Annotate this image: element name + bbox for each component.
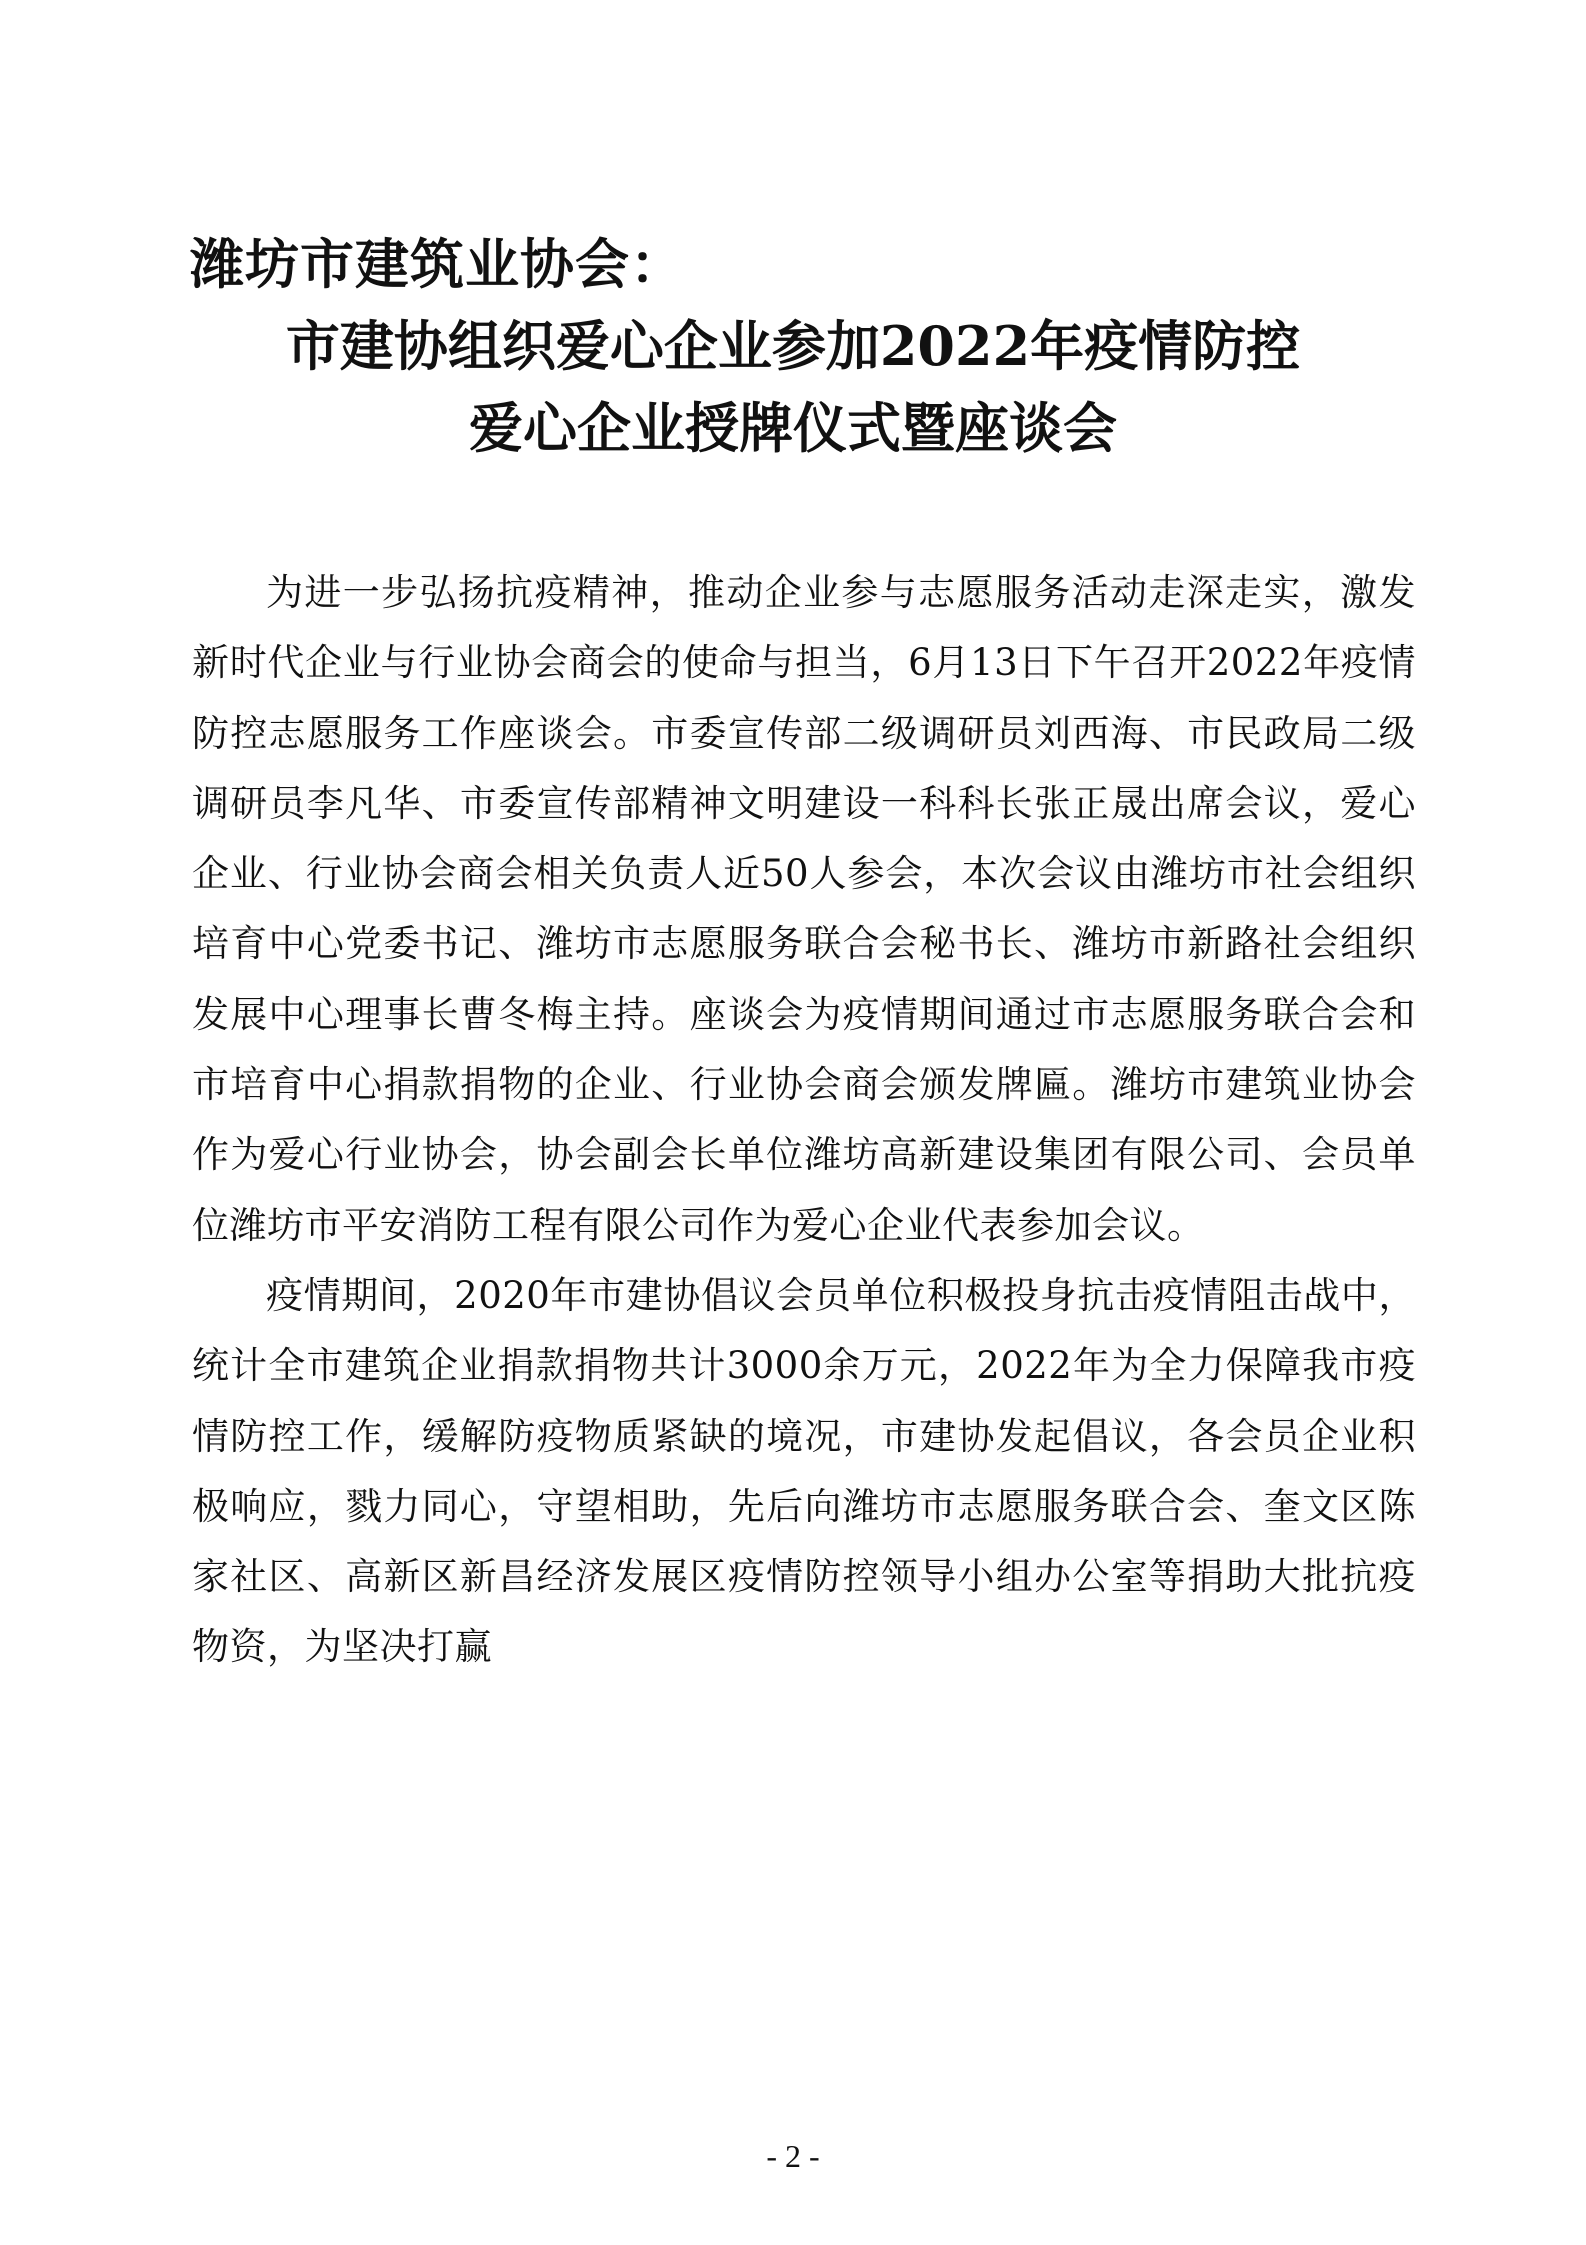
organization-title: 潍坊市建筑业协会： [190,232,685,296]
paragraph: 为进一步弘扬抗疫精神，推动企业参与志愿服务活动走深走实，激发新时代企业与行业协会商会的使命与担当，6月13日下午召开2022年疫情防控志愿服务工作座谈会。市委宣传部二级调研员刘西海、市民政局二级调研员李凡华、市委宣传部精神文明建设一科科长张正晟出席会议，爱心企业、行业协会商会相关负责人近50人参会，本次会议由潍坊市社会组织培育中心党委书记、潍坊市志愿服务联合会秘书长、潍坊市新路社会组织发展中心理事长曹冬梅主持。座谈会为疫情期间通过市志愿服务联合会和市培育中心捐款捐物的企业、行业协会商会颁发牌匾。潍坊市建筑业协会作为爱心行业协会，协会副会长单位潍坊高新建设集团有限公司、会员单位潍坊市平安消防工程有限公司作为爱心企业代表参加会议。 [192,571,1416,1247]
headline-line-1: 市建协组织爱心企业参加2022年疫情防控 [285,314,1301,378]
headline-line-2: 爱心企业授牌仪式暨座谈会 [469,396,1117,460]
page-number: - 2 - [766,2138,820,2174]
article-body [192,558,1416,1683]
paragraph: 疫情期间，2020年市建协倡议会员单位积极投身抗击疫情阻击战中，统计全市建筑企业捐款捐物共计3000余万元，2022年为全力保障我市疫情防控工作，缓解防疫物质紧缺的境况，市建协发起倡议，各会员企业积极响应，戮力同心，守望相助，先后向潍坊市志愿服务联合会、奎文区陈家社区、高新区新昌经济发展区疫情防控领导小组办公室等捐助大批抗疫物资，为坚决打赢 [192,1273,1416,1669]
